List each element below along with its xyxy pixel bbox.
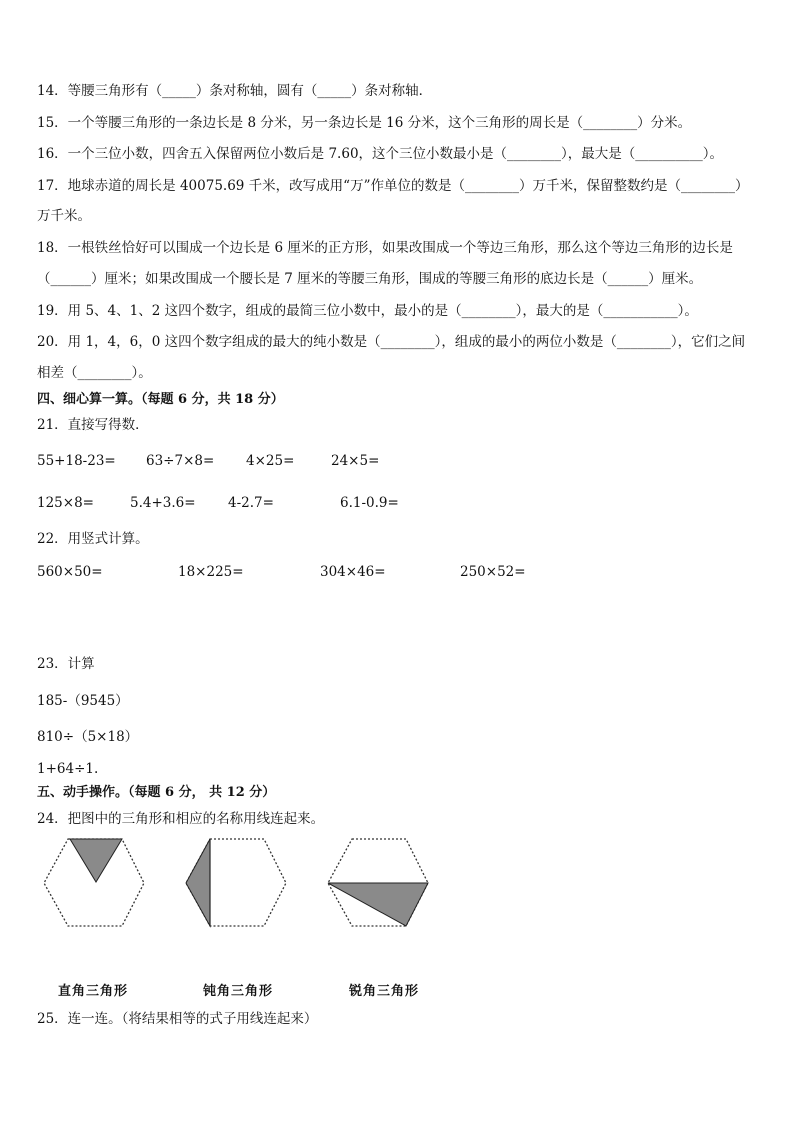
question-18-line-2: （______）厘米；如果改围成一个腰长是 7 厘米的等腰三角形，围成的等腰三角形的底边长是（______）厘米。 xyxy=(37,271,703,287)
hexagon-figure-acute-triangle xyxy=(324,836,432,930)
question-23-title: 23．计算 xyxy=(37,656,95,672)
q21-item: 125×8= xyxy=(37,495,94,511)
q21-item: 6.1-0.9= xyxy=(340,495,399,511)
question-14: 14．等腰三角形有（_____）条对称轴，圆有（_____）条对称轴． xyxy=(37,83,433,99)
question-20-line-1: 20．用 1，4，6，0 这四个数字组成的最大的纯小数是（________），组成的最小的两位小数是（________），它们之间 xyxy=(37,334,746,350)
question-19: 19．用 5、4、1、2 这四个数字，组成的最简三位小数中，最小的是（________），最大的是（___________）。 xyxy=(37,303,698,319)
q21-item: 24×5= xyxy=(331,453,380,469)
question-17-line-2: 万千米。 xyxy=(37,208,91,224)
q22-item: 560×50= xyxy=(37,564,103,580)
question-18-line-1: 18．一根铁丝恰好可以围成一个边长是 6 厘米的正方形，如果改围成一个等边三角形，那么这个等边三角形的边长是 xyxy=(37,240,733,256)
q21-item: 4-2.7= xyxy=(228,495,274,511)
question-24-title: 24．把图中的三角形和相应的名称用线连起来。 xyxy=(37,811,325,827)
label-right-triangle: 直角三角形 xyxy=(58,984,129,999)
section-4-title: 四、细心算一算。（每题 6 分，共 18 分） xyxy=(37,392,284,407)
question-21-title: 21．直接写得数． xyxy=(37,417,149,433)
q21-item: 55+18-23= xyxy=(37,453,116,469)
question-22-title: 22．用竖式计算。 xyxy=(37,531,149,547)
q23-item: 1+64÷1. xyxy=(37,761,99,777)
q21-item: 4×25= xyxy=(246,453,295,469)
q22-item: 304×46= xyxy=(320,564,386,580)
question-16: 16．一个三位小数，四舍五入保留两位小数后是 7.60，这个三位小数最小是（________），最大是（__________）。 xyxy=(37,146,724,162)
q21-item: 5.4+3.6= xyxy=(130,495,196,511)
section-5-title: 五、动手操作。（每题 6 分， 共 12 分） xyxy=(37,785,276,800)
label-acute-triangle: 锐角三角形 xyxy=(349,984,420,999)
hexagon-figure-right-triangle xyxy=(40,836,148,930)
q21-item: 63÷7×8= xyxy=(146,453,215,469)
q23-item: 185-（9545） xyxy=(37,693,129,709)
q22-item: 250×52= xyxy=(460,564,526,580)
question-20-line-2: 相差（________）。 xyxy=(37,365,152,381)
label-obtuse-triangle: 钝角三角形 xyxy=(203,984,274,999)
question-25-title: 25．连一连。（将结果相等的式子用线连起来） xyxy=(37,1011,318,1027)
question-15: 15．一个等腰三角形的一条边长是 8 分米，另一条边长是 16 分米，这个三角形的周长是（________）分米。 xyxy=(37,115,692,131)
q22-item: 18×225= xyxy=(178,564,244,580)
question-17-line-1: 17．地球赤道的周长是 40075.69 千米，改写成用“万”作单位的数是（________）万千米，保留整数约是（________） xyxy=(37,178,749,194)
q23-item: 810÷（5×18） xyxy=(37,729,139,745)
hexagon-figure-obtuse-triangle xyxy=(182,836,290,930)
